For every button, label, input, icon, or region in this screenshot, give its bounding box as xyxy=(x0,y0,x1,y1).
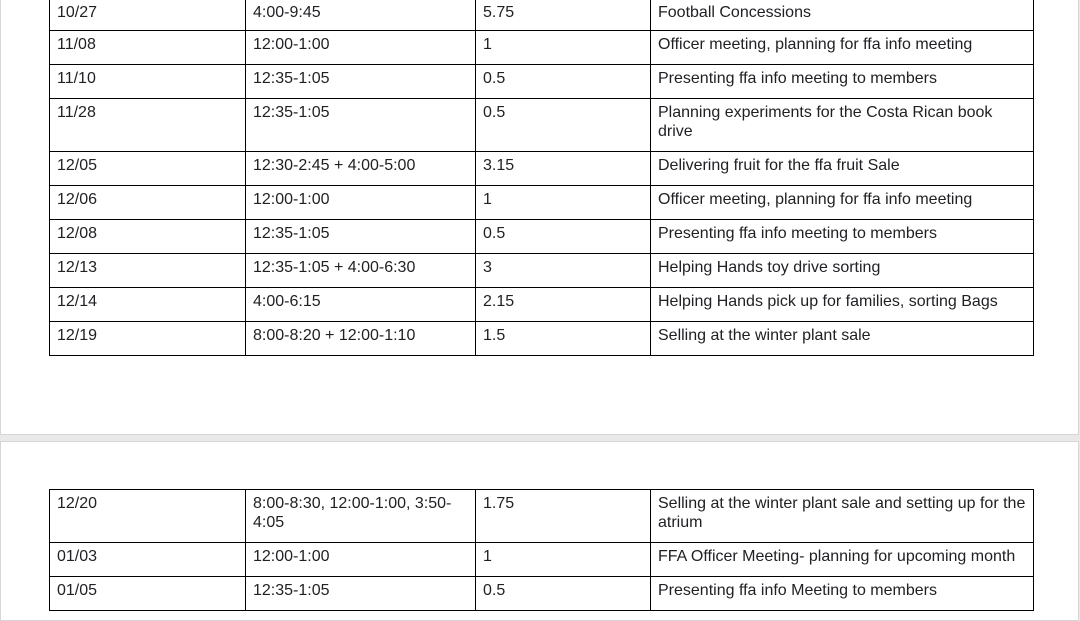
table-row xyxy=(50,288,1034,322)
date-cell: 11/08 xyxy=(50,31,246,65)
table-row xyxy=(50,152,1034,186)
hours-cell: 1.5 xyxy=(476,322,651,356)
date-cell: 12/05 xyxy=(50,152,246,186)
table-row xyxy=(50,254,1034,288)
activity-cell: Officer meeting, planning for ffa info meeting xyxy=(651,31,1034,65)
date-cell: 01/05 xyxy=(50,577,246,611)
hours-cell: 3 xyxy=(476,254,651,288)
table-row xyxy=(50,65,1034,99)
hours-log-table xyxy=(49,489,1034,611)
date-cell: 12/14 xyxy=(50,288,246,322)
time-cell: 8:00-8:20 + 12:00-1:10 xyxy=(246,322,476,356)
hours-log-table xyxy=(49,0,1034,356)
activity-cell: Planning experiments for the Costa Rican book drive xyxy=(651,99,1034,152)
time-cell: 8:00-8:30, 12:00-1:00, 3:50-4:05 xyxy=(246,490,476,543)
table-row xyxy=(50,99,1034,152)
hours-cell: 2.15 xyxy=(476,288,651,322)
table-row xyxy=(50,31,1034,65)
hours-cell: 1.75 xyxy=(476,490,651,543)
activity-cell: Selling at the winter plant sale and setting up for the atrium xyxy=(651,490,1034,543)
date-cell: 11/28 xyxy=(50,99,246,152)
activity-cell: FFA Officer Meeting- planning for upcoming month xyxy=(651,543,1034,577)
time-cell: 12:30-2:45 + 4:00-5:00 xyxy=(246,152,476,186)
date-cell: 12/19 xyxy=(50,322,246,356)
activity-cell: Helping Hands toy drive sorting xyxy=(651,254,1034,288)
activity-cell: Presenting ffa info meeting to members xyxy=(651,220,1034,254)
table-row xyxy=(50,490,1034,543)
hours-cell: 0.5 xyxy=(476,99,651,152)
activity-cell: Football Concessions xyxy=(651,0,1034,31)
hours-cell: 1 xyxy=(476,186,651,220)
time-cell: 12:00-1:00 xyxy=(246,31,476,65)
hours-cell: 0.5 xyxy=(476,65,651,99)
table-row xyxy=(50,220,1034,254)
activity-cell: Selling at the winter plant sale xyxy=(651,322,1034,356)
date-cell: 12/06 xyxy=(50,186,246,220)
activity-cell: Officer meeting, planning for ffa info meeting xyxy=(651,186,1034,220)
activity-cell: Presenting ffa info Meeting to members xyxy=(651,577,1034,611)
table-row xyxy=(50,0,1034,31)
hours-cell: 5.75 xyxy=(476,0,651,31)
activity-cell: Presenting ffa info meeting to members xyxy=(651,65,1034,99)
time-cell: 4:00-9:45 xyxy=(246,0,476,31)
time-cell: 12:35-1:05 xyxy=(246,220,476,254)
hours-cell: 0.5 xyxy=(476,577,651,611)
time-cell: 12:35-1:05 + 4:00-6:30 xyxy=(246,254,476,288)
time-cell: 12:35-1:05 xyxy=(246,577,476,611)
document-page-2 xyxy=(0,441,1079,621)
date-cell: 01/03 xyxy=(50,543,246,577)
table-row xyxy=(50,577,1034,611)
activity-cell: Helping Hands pick up for families, sorting Bags xyxy=(651,288,1034,322)
time-cell: 12:35-1:05 xyxy=(246,65,476,99)
hours-cell: 3.15 xyxy=(476,152,651,186)
date-cell: 11/10 xyxy=(50,65,246,99)
time-cell: 12:35-1:05 xyxy=(246,99,476,152)
date-cell: 12/08 xyxy=(50,220,246,254)
hours-cell: 1 xyxy=(476,31,651,65)
date-cell: 12/13 xyxy=(50,254,246,288)
activity-cell: Delivering fruit for the ffa fruit Sale xyxy=(651,152,1034,186)
table-row xyxy=(50,322,1034,356)
time-cell: 12:00-1:00 xyxy=(246,186,476,220)
table-row xyxy=(50,543,1034,577)
time-cell: 12:00-1:00 xyxy=(246,543,476,577)
date-cell: 10/27 xyxy=(50,0,246,31)
time-cell: 4:00-6:15 xyxy=(246,288,476,322)
hours-cell: 1 xyxy=(476,543,651,577)
hours-cell: 0.5 xyxy=(476,220,651,254)
date-cell: 12/20 xyxy=(50,490,246,543)
table-row xyxy=(50,186,1034,220)
